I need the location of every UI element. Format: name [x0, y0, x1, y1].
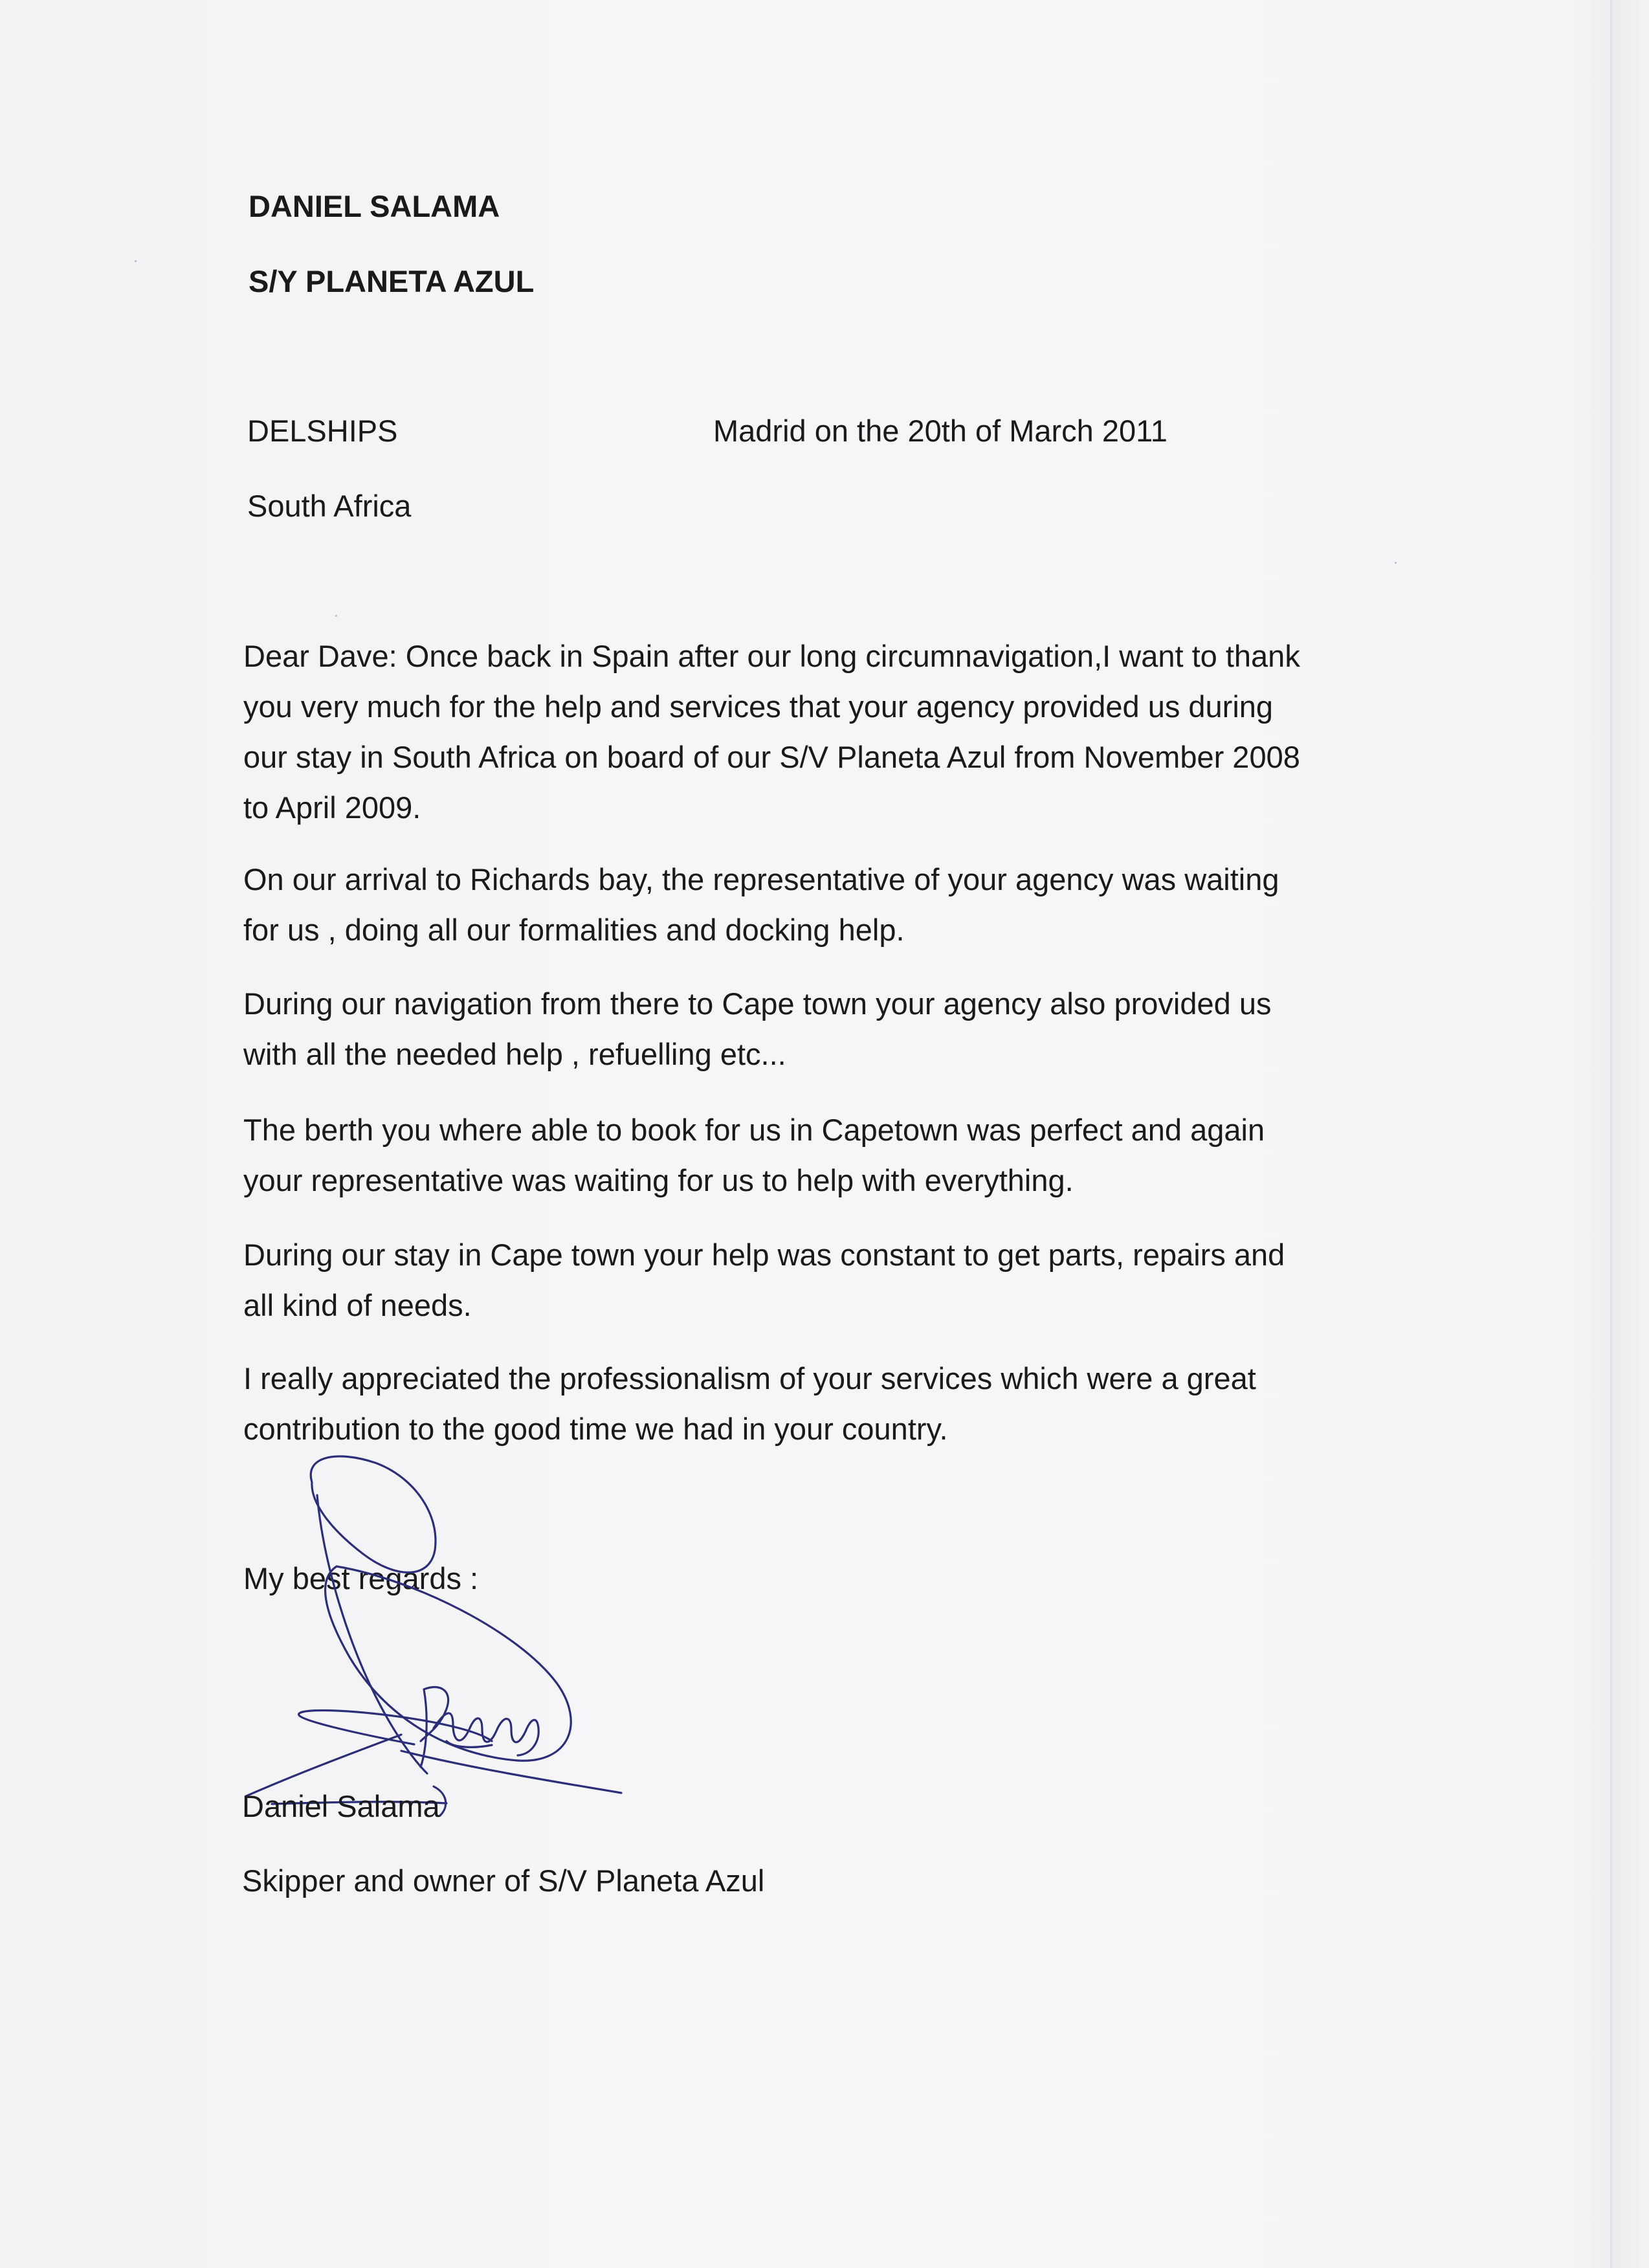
- signature-strokes: [246, 1456, 621, 1816]
- body-line: I really appreciated the professionalism of your services which were a great: [243, 1361, 1256, 1395]
- body-line: all kind of needs.: [243, 1288, 472, 1322]
- sender-vessel: S/Y PLANETA AZUL: [249, 264, 535, 298]
- body-line: On our arrival to Richards bay, the representative of your agency was waiting: [243, 862, 1279, 896]
- recipient-company: DELSHIPS: [247, 414, 398, 448]
- body-line: for us , doing all our formalities and docking help.: [243, 913, 905, 947]
- closing-salutation: My best regards :: [243, 1561, 479, 1595]
- date-line: Madrid on the 20th of March 2011: [713, 414, 1168, 448]
- body-line: with all the needed help , refuelling etc...: [243, 1037, 786, 1071]
- body-line: your representative was waiting for us to help with everything.: [243, 1163, 1074, 1197]
- signer-title: Skipper and owner of S/V Planeta Azul: [242, 1863, 765, 1898]
- body-line: During our navigation from there to Cape town your agency also provided us: [243, 986, 1272, 1021]
- body-line: During our stay in Cape town your help was constant to get parts, repairs and: [243, 1238, 1285, 1272]
- body-line: to April 2009.: [243, 790, 421, 825]
- sender-name: DANIEL SALAMA: [249, 189, 500, 223]
- body-line: our stay in South Africa on board of our S/V Planeta Azul from November 2008: [243, 740, 1300, 774]
- body-line: you very much for the help and services that your agency provided us during: [243, 689, 1274, 724]
- recipient-country: South Africa: [247, 489, 412, 523]
- body-line: contribution to the good time we had in your country.: [243, 1412, 948, 1446]
- body-line: Dear Dave: Once back in Spain after our long circumnavigation,I want to thank: [243, 639, 1300, 673]
- body-line: The berth you where able to book for us in Capetown was perfect and again: [243, 1113, 1265, 1147]
- signer-name: Daniel Salama: [242, 1789, 440, 1823]
